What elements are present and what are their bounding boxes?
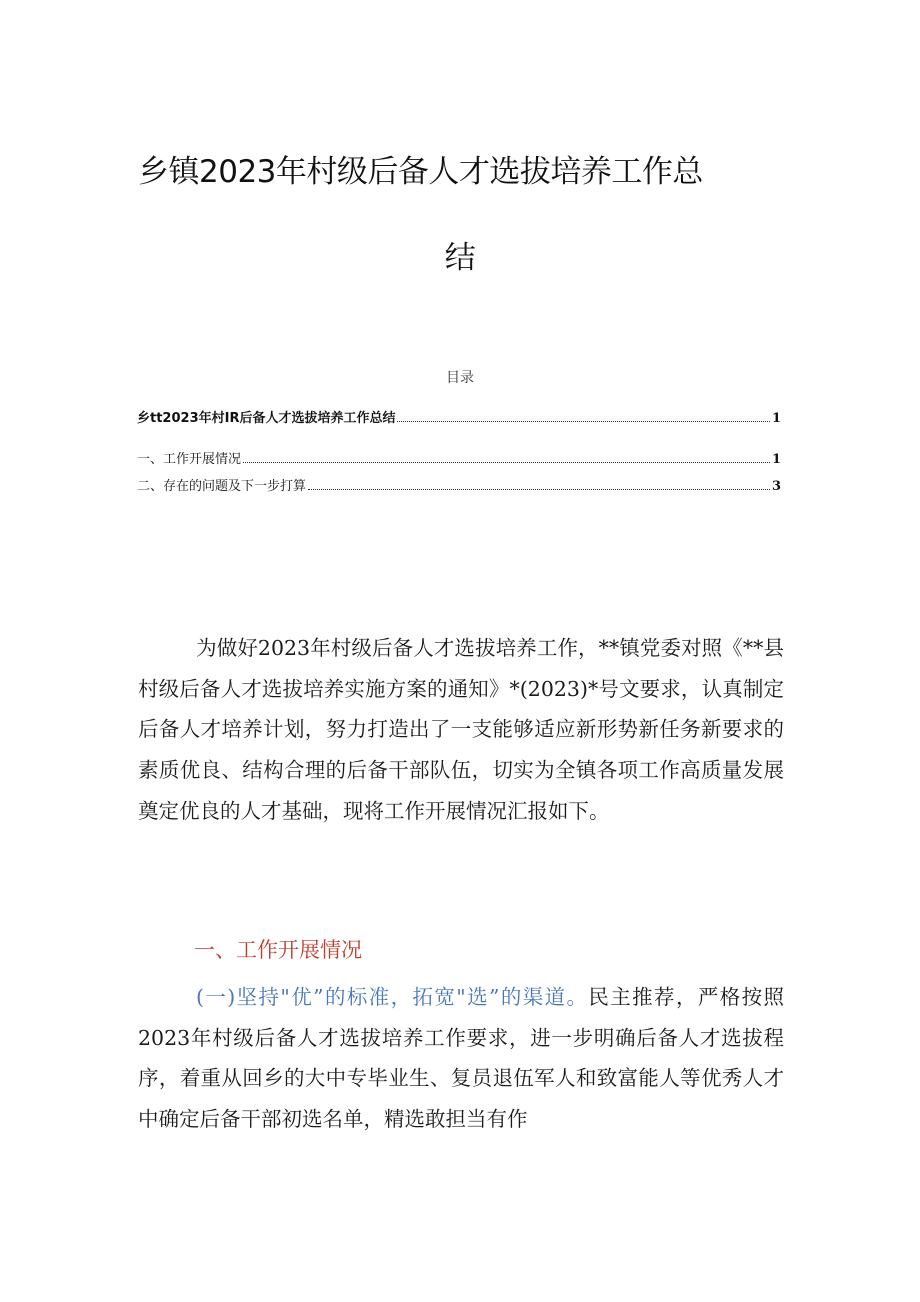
toc-entry-label: 二、存在的问题及下一步打算 (137, 479, 307, 494)
toc-entry-label: 乡tt2023年村IR后备人才选拔培养工作总结 (137, 411, 396, 426)
body-paragraph-text: 民主推荐，严格按照2023年村级后备人才选拔培养工作要求，进一步明确后备人才选拔程序，着重从回乡的大中专毕业生、复员退伍军人和致富能人等优秀人才中确定后备干部初选名单，精选敢担当有作 (138, 985, 784, 1132)
toc-entry-label: 一、工作开展情况 (137, 452, 242, 467)
toc-entry-page: 1 (771, 411, 781, 426)
toc-leader-dots (243, 461, 770, 463)
body-paragraph (138, 628, 784, 832)
toc-heading: 目录 (446, 370, 474, 386)
document-title-line-2: 结 (444, 240, 476, 276)
toc-entry[interactable] (137, 476, 781, 494)
toc-entry-page: 3 (771, 479, 781, 494)
body-paragraph-text: 为做好2023年村级后备人才选拔培养工作，**镇党委对照《**县村级后备人才选拔培养实施方案的通知》*(2023)*号文要求，认真制定后备人才培养计划，努力打造出了一支能够适应新形势新任务新要求的素质优良、结构合理的后备干部队伍，切实为全镇各项工作高质量发展奠定优良的人才基础，现将工作开展情况汇报如下。 (138, 636, 784, 823)
toc-leader-dots (397, 420, 769, 422)
subsection-heading: (一)坚持"优”的标准，拓宽"选”的渠道。 (196, 985, 589, 1009)
toc-entry[interactable] (137, 408, 781, 426)
toc-leader-dots (308, 488, 770, 490)
body-paragraph (138, 977, 784, 1140)
document-title-line-1: 乡镇2023年村级后备人才选拔培养工作总 (138, 154, 703, 190)
section-heading: 一、工作开展情况 (194, 938, 362, 962)
toc-entry-page: 1 (771, 452, 781, 467)
toc-entry[interactable] (137, 449, 781, 467)
